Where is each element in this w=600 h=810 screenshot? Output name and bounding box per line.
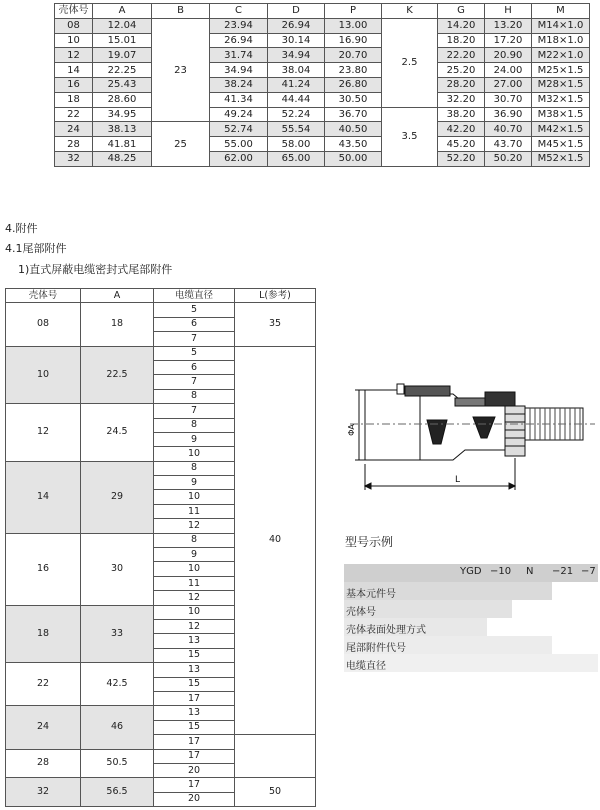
cable-diameter-cell: 9 [154, 432, 235, 446]
table-cell: 24 [55, 122, 93, 137]
table-cell: 19.07 [93, 48, 152, 63]
table-cell: 13.00 [325, 18, 382, 33]
cable-diameter-cell: 11 [154, 504, 235, 518]
shell-cell: 32 [6, 778, 81, 807]
table-cell: 41.24 [268, 77, 325, 92]
table-row [6, 749, 316, 763]
table-cell: 38.13 [93, 122, 152, 137]
col-header: A [93, 4, 152, 19]
model-field-label: 电缆直径 [346, 661, 386, 672]
table-cell: 31.74 [210, 48, 268, 63]
col-header: A [81, 289, 154, 303]
table-cell: 20.90 [485, 48, 532, 63]
connector-drawing [345, 372, 600, 497]
table-row [6, 303, 316, 317]
table-cell: 32 [55, 151, 93, 166]
table-cell: 30.14 [268, 33, 325, 48]
table-cell: 43.50 [325, 137, 382, 152]
table-cell: 55.54 [268, 122, 325, 137]
table-cell: 36.70 [325, 107, 382, 122]
model-code: N [526, 566, 534, 577]
a-value-cell: 18 [81, 303, 154, 346]
table-cell: 38.04 [268, 63, 325, 78]
table-cell: 30.50 [325, 92, 382, 107]
col-header: K [382, 4, 438, 19]
table-row [55, 122, 590, 137]
col-header: 壳体号 [6, 289, 81, 303]
a-value-cell: 33 [81, 605, 154, 663]
dim-l-label: L [455, 475, 461, 485]
table-row [55, 137, 590, 152]
table-row [55, 77, 590, 92]
cable-diameter-cell: 7 [154, 375, 235, 389]
a-value-cell: 24.5 [81, 404, 154, 462]
table-cell: 36.90 [485, 107, 532, 122]
cable-diameter-cell: 15 [154, 677, 235, 691]
shell-cell: 12 [6, 404, 81, 462]
table-cell: 50.20 [485, 151, 532, 166]
col-header: C [210, 4, 268, 19]
k-value-cell: 3.5 [382, 107, 438, 166]
table-cell: 22.25 [93, 63, 152, 78]
cable-diameter-cell: 10 [154, 605, 235, 619]
col-header: P [325, 4, 382, 19]
col-header: H [485, 4, 532, 19]
table-cell: 25.20 [438, 63, 485, 78]
cable-diameter-cell: 13 [154, 634, 235, 648]
cable-diameter-cell: 12 [154, 619, 235, 633]
cable-diameter-cell: 17 [154, 691, 235, 705]
table-cell: 24.00 [485, 63, 532, 78]
cable-diameter-cell: 8 [154, 533, 235, 547]
table-cell: 41.81 [93, 137, 152, 152]
cable-diameter-cell: 20 [154, 792, 235, 806]
table-cell: 40.70 [485, 122, 532, 137]
cable-diameter-cell: 9 [154, 548, 235, 562]
a-value-cell: 22.5 [81, 346, 154, 404]
table-cell: 28.60 [93, 92, 152, 107]
table-cell: 14 [55, 63, 93, 78]
cable-diameter-cell: 10 [154, 447, 235, 461]
cable-diameter-cell: 5 [154, 346, 235, 360]
table-cell: 20.70 [325, 48, 382, 63]
a-value-cell: 29 [81, 461, 154, 533]
model-example-title: 型号示例 [345, 535, 394, 549]
cable-diameter-cell: 15 [154, 720, 235, 734]
table-cell: 27.00 [485, 77, 532, 92]
table-cell: M32×1.5 [532, 92, 590, 107]
table-row [6, 778, 316, 792]
table-cell: 15.01 [93, 33, 152, 48]
table-cell: 49.24 [210, 107, 268, 122]
model-field-label: 壳体号 [346, 607, 376, 618]
table-cell: M14×1.0 [532, 18, 590, 33]
table-cell: 52.74 [210, 122, 268, 137]
table-cell: 45.20 [438, 137, 485, 152]
shell-cell: 08 [6, 303, 81, 346]
table-cell: 52.20 [438, 151, 485, 166]
table-cell: 18.20 [438, 33, 485, 48]
table-cell: 58.00 [268, 137, 325, 152]
table-row [6, 346, 316, 360]
table-cell: 34.95 [93, 107, 152, 122]
table-cell: 26.94 [210, 33, 268, 48]
cable-diameter-cell: 7 [154, 404, 235, 418]
table-cell: M45×1.5 [532, 137, 590, 152]
table-cell: M42×1.5 [532, 122, 590, 137]
table-cell: M28×1.5 [532, 77, 590, 92]
col-header: M [532, 4, 590, 19]
table-cell: M18×1.0 [532, 33, 590, 48]
table-header-row [55, 4, 590, 19]
cable-diameter-cell: 17 [154, 749, 235, 763]
cable-diameter-cell: 6 [154, 317, 235, 331]
table-header-row [6, 289, 316, 303]
cable-diameter-cell: 8 [154, 418, 235, 432]
shell-cell: 24 [6, 706, 81, 749]
table-cell: 12.04 [93, 18, 152, 33]
table-row [55, 151, 590, 166]
a-value-cell: 56.5 [81, 778, 154, 807]
section-heading: 4.1尾部附件 [5, 242, 67, 255]
table-cell: 08 [55, 18, 93, 33]
cable-diameter-cell: 8 [154, 389, 235, 403]
col-header: L(参考) [235, 289, 316, 303]
cable-diameter-cell: 11 [154, 576, 235, 590]
table-row [55, 92, 590, 107]
table-cell: 41.34 [210, 92, 268, 107]
a-value-cell: 42.5 [81, 663, 154, 706]
b-value-cell: 25 [152, 122, 210, 166]
cable-diameter-cell: 10 [154, 562, 235, 576]
table-cell: 26.80 [325, 77, 382, 92]
table-cell: 12 [55, 48, 93, 63]
table-cell: 40.50 [325, 122, 382, 137]
table-cell: 42.20 [438, 122, 485, 137]
shell-cell: 18 [6, 605, 81, 663]
table-cell: 23.80 [325, 63, 382, 78]
table-cell: 28.20 [438, 77, 485, 92]
cable-diameter-cell: 17 [154, 735, 235, 749]
table-cell: 22.20 [438, 48, 485, 63]
cable-diameter-cell: 17 [154, 778, 235, 792]
table-cell: M22×1.0 [532, 48, 590, 63]
table-row [55, 33, 590, 48]
table-cell: M52×1.5 [532, 151, 590, 166]
table-cell: 48.25 [93, 151, 152, 166]
model-field-label: 尾部附件代号 [346, 643, 406, 654]
a-value-cell: 30 [81, 533, 154, 605]
cable-diameter-cell: 13 [154, 706, 235, 720]
table-row [55, 63, 590, 78]
table-cell: 32.20 [438, 92, 485, 107]
cable-diameter-cell: 8 [154, 461, 235, 475]
table-cell: 13.20 [485, 18, 532, 33]
table-row [55, 107, 590, 122]
col-header: D [268, 4, 325, 19]
table-cell: 50.00 [325, 151, 382, 166]
cable-diameter-cell: 10 [154, 490, 235, 504]
cable-diameter-cell: 7 [154, 332, 235, 346]
cable-diameter-cell: 12 [154, 519, 235, 533]
table-cell: 26.94 [268, 18, 325, 33]
model-example-diagram [344, 564, 598, 676]
col-header: G [438, 4, 485, 19]
shell-cell: 16 [6, 533, 81, 605]
model-code: −7 [581, 566, 596, 577]
table-cell: 14.20 [438, 18, 485, 33]
l-value-cell: 40 [235, 346, 316, 735]
table-cell: 55.00 [210, 137, 268, 152]
table-cell: 52.24 [268, 107, 325, 122]
table-cell: M38×1.5 [532, 107, 590, 122]
col-header: B [152, 4, 210, 19]
table-row [55, 18, 590, 33]
table-cell: 65.00 [268, 151, 325, 166]
table-cell: 25.43 [93, 77, 152, 92]
col-header: 电缆直径 [154, 289, 235, 303]
shell-cell: 14 [6, 461, 81, 533]
section-heading: 4.附件 [5, 222, 38, 235]
tail-accessory-table [5, 288, 316, 807]
model-code: −21 [552, 566, 574, 577]
cable-diameter-cell: 9 [154, 476, 235, 490]
b-value-cell: 23 [152, 18, 210, 122]
dim-a-label: ΦA [347, 424, 356, 436]
dimension-table [54, 3, 590, 167]
table-cell: 38.24 [210, 77, 268, 92]
table-cell: 43.70 [485, 137, 532, 152]
l-value-cell: 50 [235, 778, 316, 807]
table-cell: 23.94 [210, 18, 268, 33]
table-cell: 62.00 [210, 151, 268, 166]
table-row [55, 48, 590, 63]
cable-diameter-cell: 5 [154, 303, 235, 317]
table-cell: 34.94 [210, 63, 268, 78]
table-cell: 16.90 [325, 33, 382, 48]
cable-diameter-cell: 12 [154, 591, 235, 605]
a-value-cell: 50.5 [81, 749, 154, 778]
k-value-cell: 2.5 [382, 18, 438, 107]
table-cell: 16 [55, 77, 93, 92]
table-cell: 22 [55, 107, 93, 122]
cable-diameter-cell: 20 [154, 763, 235, 777]
model-code: −10 [490, 566, 512, 577]
table-cell: 10 [55, 33, 93, 48]
model-field-label: 基本元件号 [346, 589, 396, 600]
table-cell: M25×1.5 [532, 63, 590, 78]
shell-cell: 22 [6, 663, 81, 706]
table-cell: 38.20 [438, 107, 485, 122]
model-code: YGD [460, 566, 482, 577]
table-cell: 28 [55, 137, 93, 152]
table-cell: 30.70 [485, 92, 532, 107]
table-cell: 17.20 [485, 33, 532, 48]
shell-cell: 10 [6, 346, 81, 404]
l-value-cell: 35 [235, 303, 316, 346]
col-header: 壳体号 [55, 4, 93, 19]
table-cell: 18 [55, 92, 93, 107]
table-cell: 44.44 [268, 92, 325, 107]
cable-diameter-cell: 15 [154, 648, 235, 662]
shell-cell: 28 [6, 749, 81, 778]
cable-diameter-cell: 13 [154, 663, 235, 677]
section-heading: 1)直式屏蔽电缆密封式尾部附件 [18, 263, 173, 276]
model-field-label: 壳体表面处理方式 [346, 625, 426, 636]
cable-diameter-cell: 6 [154, 360, 235, 374]
a-value-cell: 46 [81, 706, 154, 749]
table-cell: 34.94 [268, 48, 325, 63]
